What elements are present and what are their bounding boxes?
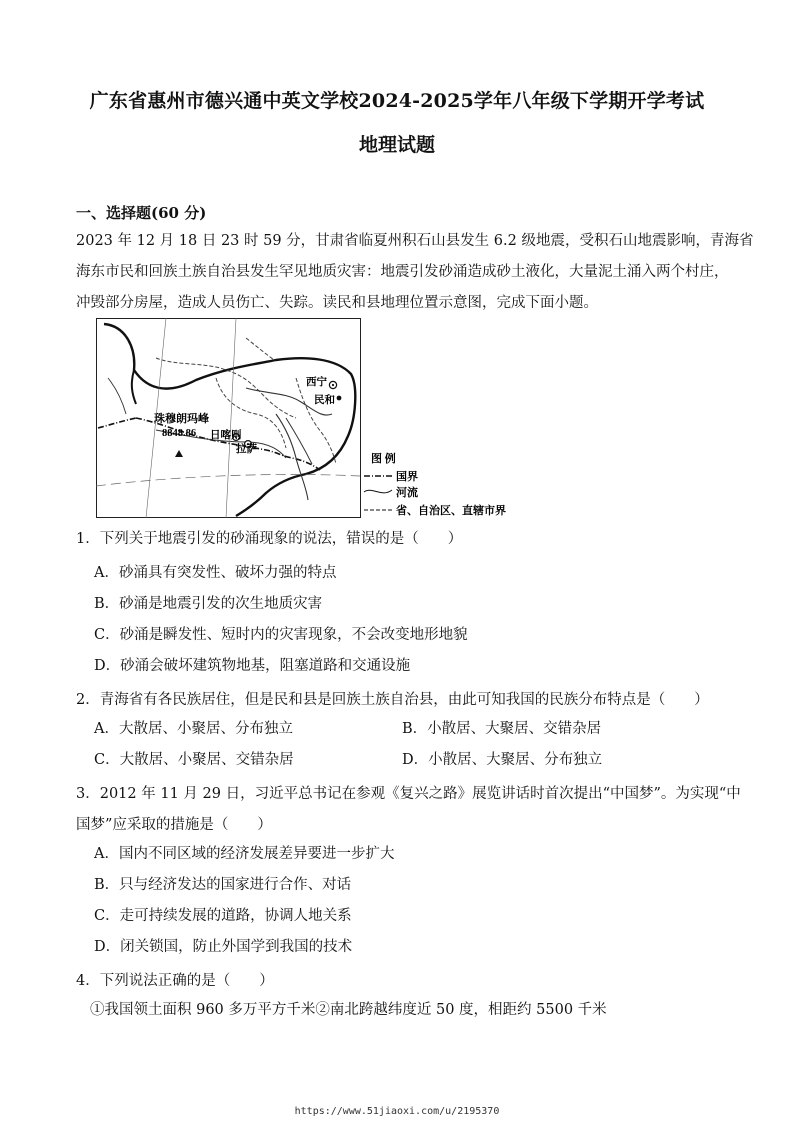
intro-line: 海东市民和回族土族自治县发生罕见地质灾害：地震引发砂涌造成砂土液化，大量泥土涌入两个村庄， [76,264,729,280]
peak-height-label: 8848.86 [162,428,197,439]
question-3-stem-line2: 国梦”应采取的措施是（ ） [76,817,272,833]
question-3-option-b: B．只与经济发达的国家进行合作、对话 [94,877,352,893]
question-3-option-c: C．走可持续发展的道路，协调人地关系 [94,908,352,924]
xining-label: 西宁 [306,377,327,388]
section-heading: 一、选择题(60 分) [76,204,207,222]
intro-line: 2023 年 12 月 18 日 23 时 59 分，甘肃省临夏州积石山县发生 6.2 级地震，受积石山地震影响，青海省 [76,233,754,249]
lhasa-label: 拉萨 [236,444,257,455]
intro-paragraph [76,226,754,319]
question-1-option-b: B．砂涌是地震引发的次生地质灾害 [94,596,323,612]
question-3-stem-line1: 3．2012 年 11 月 29 日，习近平总书记在参观《复兴之路》展览讲话时首次提出“中国梦”。为实现“中 [76,786,741,802]
legend-border-label: 国界 [396,471,418,483]
question-3-option-d: D．闭关锁国，防止外国学到我国的技术 [94,939,353,955]
location-map [96,318,536,518]
question-1-option-a: A．砂涌具有突发性、破坏力强的特点 [94,565,337,581]
peak-label: 珠穆朗玛峰 [154,413,209,425]
legend-river-symbol [364,490,392,493]
question-4-statement: ①我国领土面积 960 多万平方千米②南北跨越纬度近 50 度，相距约 5500 千米 [90,1002,607,1018]
question-1-stem: 1．下列关于地震引发的砂涌现象的说法，错误的是（ ） [76,531,463,547]
question-2-option-a: A．大散居、小聚居、分布独立 [94,721,293,737]
question-2-option-c: C．大散居、小聚居、交错杂居 [94,752,294,768]
question-2-option-d: D．小散居、大聚居、分布独立 [402,752,603,768]
footer-url[interactable]: https://www.51jiaoxi.com/u/2195370 [294,1106,500,1117]
legend-province-label: 省、自治区、直辖市界 [396,505,506,517]
minhe-marker [337,396,342,401]
question-1-option-c: C．砂涌是瞬发性、短时内的灾害现象，不会改变地形地貌 [94,627,468,643]
question-1-option-d: D．砂涌会破坏建筑物地基，阻塞道路和交通设施 [94,658,411,674]
minhe-label: 民和 [314,395,335,406]
question-2-option-b: B．小散居、大聚居、交错杂居 [402,721,602,737]
question-3-option-a: A．国内不同区域的经济发展差异要进一步扩大 [94,846,395,862]
xigaze-label: 日喀则 [210,430,242,441]
question-2-stem: 2．青海省有各民族居住，但是民和县是回族土族自治县，由此可知我国的民族分布特点是（ ） [76,692,709,708]
document-subtitle: 地理试题 [358,134,435,156]
intro-line: 冲毁部分房屋，造成人员伤亡、失踪。读民和县地理位置示意图，完成下面小题。 [76,295,598,311]
document-title: 广东省惠州市德兴通中英文学校2024-2025学年八年级下学期开学考试 [89,90,705,112]
question-4-stem: 4．下列说法正确的是（ ） [76,973,274,989]
legend-title: 图 例 [371,453,396,465]
legend-river-label: 河流 [396,487,418,499]
